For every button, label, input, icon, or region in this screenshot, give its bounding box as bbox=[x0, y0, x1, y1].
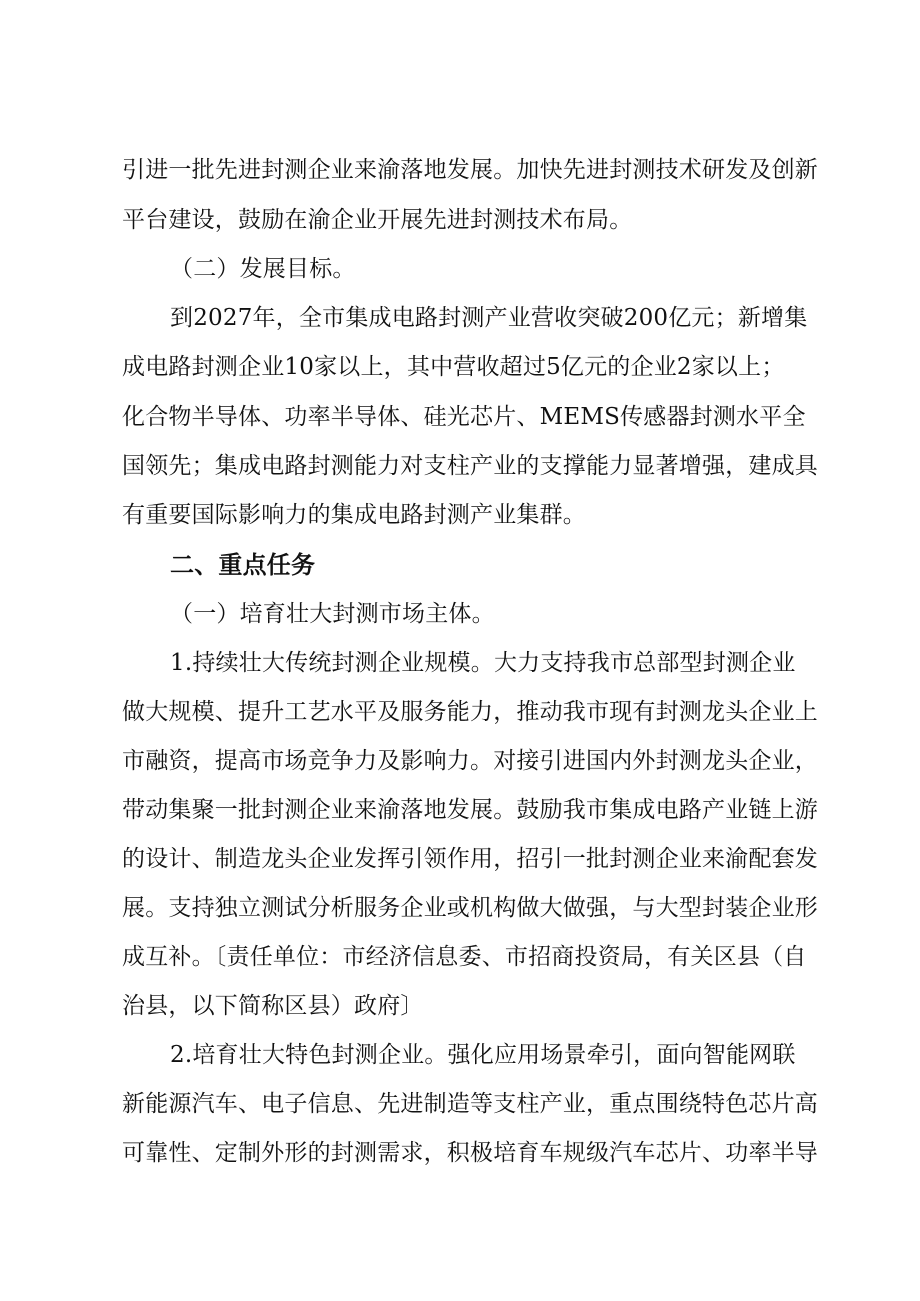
section-subtitle: （一）培育壮大封测市场主体。 bbox=[170, 601, 495, 627]
paragraph-line: 1.持续壮大传统封测企业规模。大力支持我市总部型封测企业 bbox=[170, 650, 796, 676]
paragraph-line: 新能源汽车、电子信息、先进制造等支柱产业，重点围绕特色芯片高 bbox=[122, 1091, 818, 1117]
paragraph-line: 可靠性、定制外形的封测需求，积极培育车规级汽车芯片、功率半导 bbox=[122, 1140, 818, 1166]
paragraph-line: 到2027年，全市集成电路封测产业营收突破200亿元；新增集 bbox=[170, 305, 808, 331]
paragraph-line: 的设计、制造龙头企业发挥引领作用，招引一批封测企业来渝配套发 bbox=[122, 846, 818, 872]
paragraph-line: 带动集聚一批封测企业来渝落地发展。鼓励我市集成电路产业链上游 bbox=[122, 797, 818, 823]
paragraph-line: 化合物半导体、功率半导体、硅光芯片、MEMS传感器封测水平全 bbox=[122, 404, 806, 430]
paragraph-line: 平台建设，鼓励在渝企业开展先进封测技术布局。 bbox=[122, 207, 633, 233]
paragraph-line: 引进一批先进封测企业来渝落地发展。加快先进封测技术研发及创新 bbox=[122, 157, 818, 183]
paragraph-line: 成互补。〔责任单位：市经济信息委、市招商投资局，有关区县（自 bbox=[122, 944, 807, 970]
section-subtitle: （二）发展目标。 bbox=[170, 256, 356, 282]
paragraph-line: 成电路封测企业10家以上，其中营收超过5亿元的企业2家以上； bbox=[122, 354, 785, 380]
paragraph-line: 治县，以下简称区县）政府〕 bbox=[122, 993, 424, 1019]
paragraph-line: 展。支持独立测试分析服务企业或机构做大做强，与大型封装企业形 bbox=[122, 895, 818, 921]
section-heading: 二、重点任务 bbox=[170, 551, 316, 579]
paragraph-line: 有重要国际影响力的集成电路封测产业集群。 bbox=[122, 502, 586, 528]
paragraph-line: 国领先；集成电路封测能力对支柱产业的支撑能力显著增强，建成具 bbox=[122, 453, 818, 479]
paragraph-line: 做大规模、提升工艺水平及服务能力，推动我市现有封测龙头企业上 bbox=[122, 699, 818, 725]
paragraph-line: 市融资，提高市场竞争力及影响力。对接引进国内外封测龙头企业， bbox=[122, 748, 818, 774]
paragraph-line: 2.培育壮大特色封测企业。强化应用场景牵引，面向智能网联 bbox=[170, 1042, 796, 1068]
